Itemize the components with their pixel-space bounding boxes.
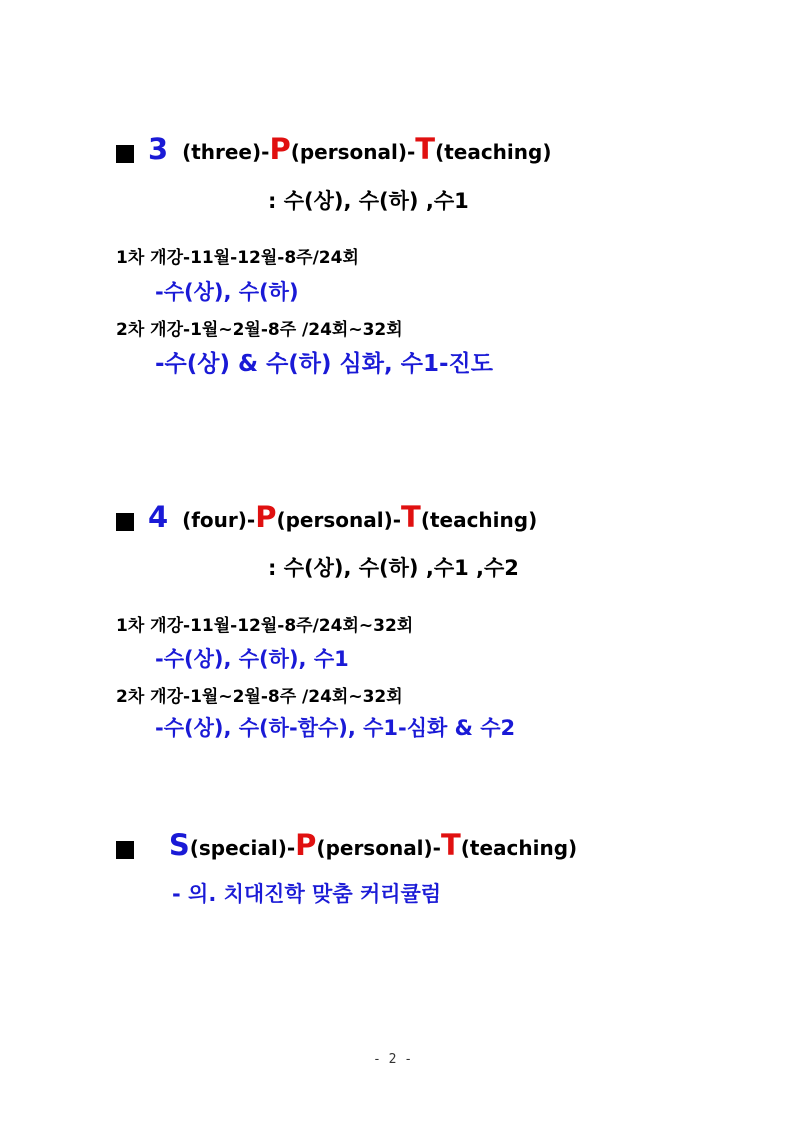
section-3pt-round2-content: -수(상) & 수(하) 심화, 수1-진도: [155, 351, 493, 377]
square-bullet-icon: [116, 513, 134, 531]
heading-t: T: [440, 828, 461, 862]
section-3pt-heading: [116, 132, 551, 166]
heading-word: (three)-: [182, 140, 270, 164]
page-number: - 2 -: [373, 1052, 413, 1067]
heading-teaching: (teaching): [460, 836, 578, 860]
heading-s: S: [168, 828, 190, 862]
section-4pt-round1-content: -수(상), 수(하), 수1: [155, 647, 349, 671]
section-4pt-round2-content: -수(상), 수(하-함수), 수1-심화 & 수2: [155, 716, 516, 740]
heading-personal: (personal)-: [276, 508, 402, 532]
heading-t: T: [401, 500, 421, 534]
square-bullet-icon: [116, 145, 134, 163]
heading-p: P: [269, 132, 291, 166]
heading-p: P: [295, 828, 317, 862]
section-4pt-round2-label: 2차 개강-1월~2월-8주 /24회~32회: [116, 687, 403, 707]
section-3pt-subjects: : 수(상), 수(하) ,수1: [268, 189, 469, 213]
heading-t: T: [415, 132, 436, 166]
heading-word: (four)-: [182, 508, 256, 532]
section-4pt-subjects: : 수(상), 수(하) ,수1 ,수2: [268, 556, 519, 580]
heading-personal: (personal)-: [290, 140, 416, 164]
heading-teaching: (teaching): [420, 508, 538, 532]
heading-personal: (personal)-: [316, 836, 441, 860]
section-3pt-round1-label: 1차 개강-11월-12월-8주/24회: [116, 248, 359, 268]
section-spt-heading: [116, 828, 577, 862]
section-3pt-round2-label: 2차 개강-1월~2월-8주 /24회~32회: [116, 320, 403, 340]
section-spt-content: - 의. 치대진학 맞춤 커리큘럼: [172, 882, 442, 906]
section-4pt-heading: [116, 500, 537, 534]
heading-p: P: [255, 500, 277, 534]
heading-teaching: (teaching): [435, 140, 552, 164]
section-4pt-round1-label: 1차 개강-11월-12월-8주/24회~32회: [116, 616, 414, 636]
square-bullet-icon: [116, 841, 134, 859]
section-3pt-round1-content: -수(상), 수(하): [155, 280, 299, 304]
heading-special: (special)-: [189, 836, 296, 860]
heading-number: 4: [147, 500, 169, 534]
heading-number: 3: [147, 132, 169, 166]
